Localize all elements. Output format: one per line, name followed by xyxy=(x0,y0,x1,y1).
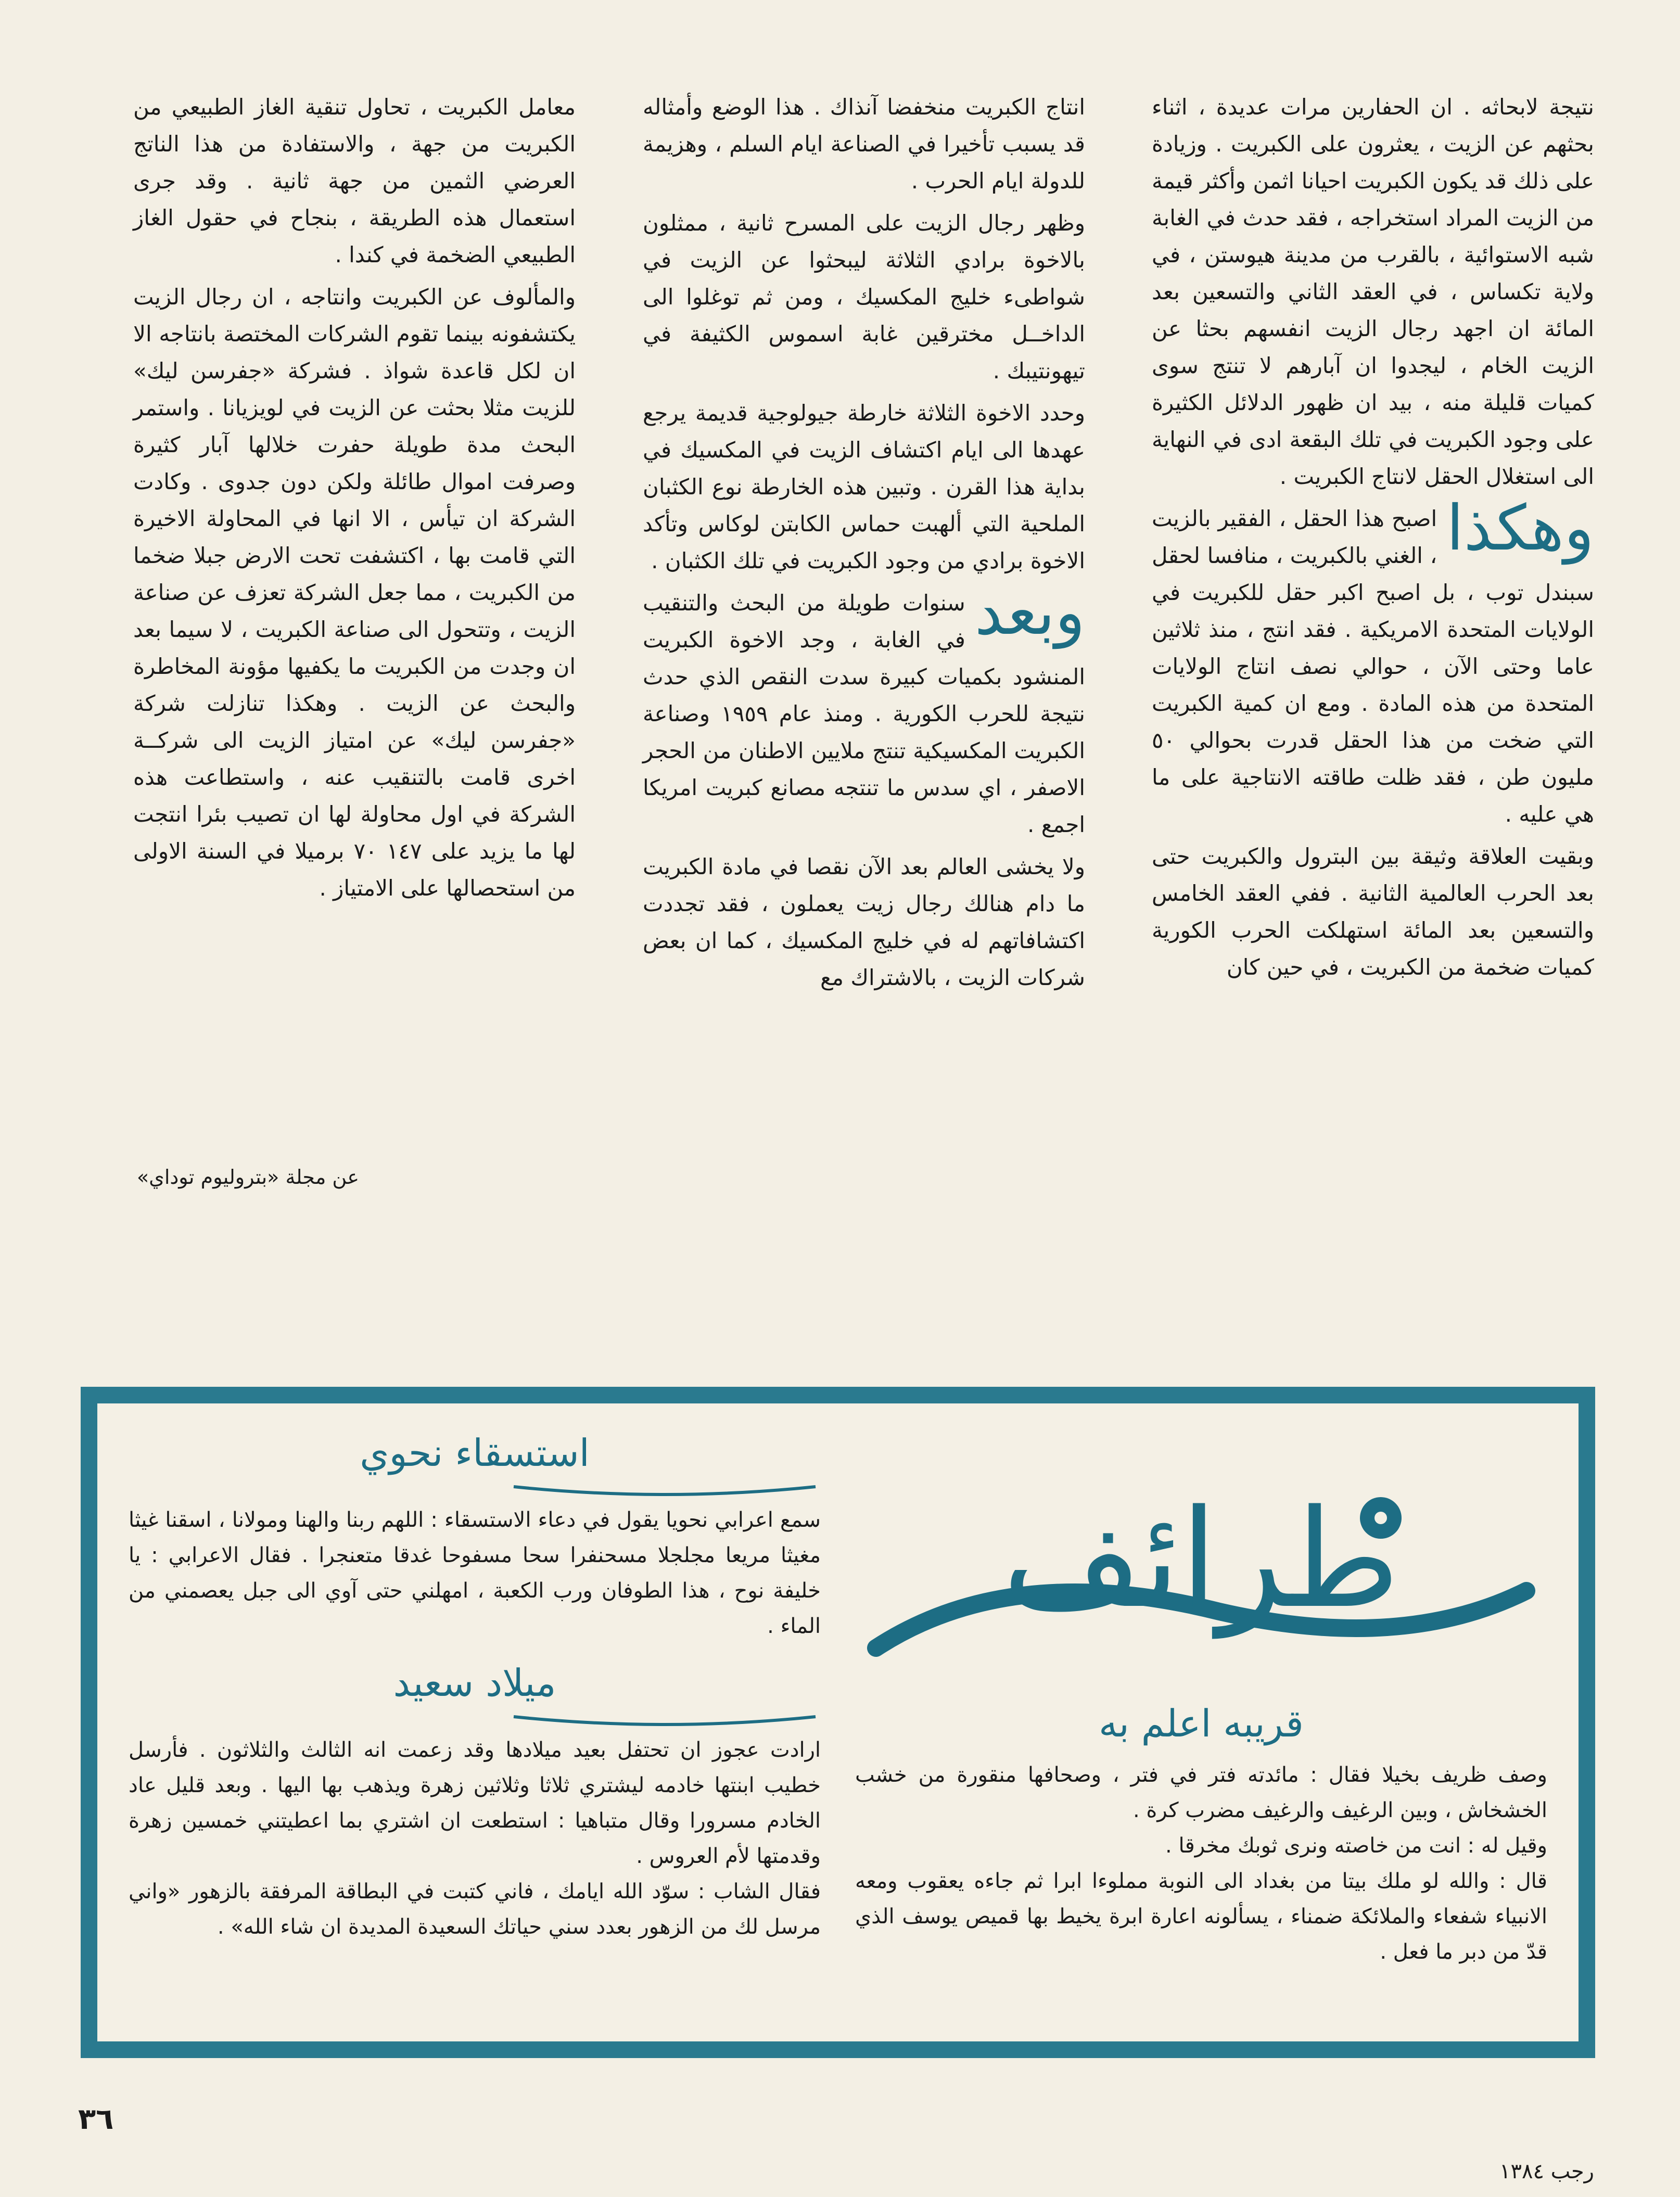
paragraph xyxy=(1152,492,1594,833)
issue-date: رجب ١٣٨٤ xyxy=(1499,2160,1594,2183)
section-text: فقال الشاب : سوّد الله ايامك ، فاني كتبت في البطاقة المرفقة بالزهور «واني مرسل لك من الزهور بعدد سني حياتك السعيدة المديدة ان شاء الله» . xyxy=(129,1880,821,1939)
section-title xyxy=(129,1654,821,1727)
section-text: قال : والله لو ملك بيتا من بغداد الى النوبة مملوءا ابرا ثم جاءه يعقوب ومعه الانبياء شفعاء والملائكة ضمناء ، يسألونه اعارة ابرة يخيط بها قميص يوسف الذي قدّ من دبر ما فعل . xyxy=(855,1869,1547,1964)
paragraph: معامل الكبريت ، تحاول تنقية الغاز الطبيعي من الكبريت من جهة ، والاستفادة من هذا الناتج العرضي الثمين من جهة ثانية . وقد جرى استعمال هذه الطريقة ، بنجاح في حقول الغاز الطبيعي الضخمة في كندا . xyxy=(133,94,576,267)
title-swash-icon xyxy=(508,1481,821,1497)
section-title xyxy=(129,1424,821,1497)
anecdotes-box xyxy=(81,1387,1595,2058)
article-column-middle xyxy=(643,88,1085,1001)
box-right-column xyxy=(855,1424,1547,1970)
article-source: عن مجلة «بتروليوم توداي» xyxy=(136,1166,359,1189)
box-logo xyxy=(855,1424,1547,1695)
section-text: سمع اعرابي نحويا يقول في دعاء الاستسقاء : اللهم ربنا والهنا ومولانا ، اسقنا غيثا مغيثا مريعا مجلجلا مسحنفرا سحا مسفوحا غدقا متعنجرا . فقال الاعرابي : يا خليفة نوح ، هذا الطوفان ورب الكعبة ، امهلني حتى آوي الى جبل يعصمني من الماء . xyxy=(129,1508,821,1638)
paragraph: وحدد الاخوة الثلاثة خارطة جيولوجية قديمة يرجع عهدها الى ايام اكتشاف الزيت في المكسيك في بداية هذا القرن . وتبين هذه الخارطة نوع الكثبان الملحية التي ألهبت حماس الكابتن لوكاس وتأكد الاخوة برادي من وجود الكبريت في تلك الكثبان . xyxy=(643,400,1085,573)
paragraph-text: اصبح هذا الحقل ، الفقير بالزيت ، الغني بالكبريت ، منافسا لحقل سبندل توب ، بل اصبح اكبر حقل للكبريت في الولايات المتحدة الامريكية . فقد انتج ، منذ ثلاثين عاما وحتى الآن ، حوالي نصف انتاج الولايات المتحدة من هذه المادة . ومع ان كمية الكبريت التي ضخت من هذا الحقل قدرت بحوالي ٥٠ مليون طن ، فقد ظلت طاقته الانتاجية على ما هي عليه . xyxy=(1152,506,1594,827)
box-left-column xyxy=(129,1424,821,1945)
drop-cap-word: وبعد xyxy=(974,577,1085,649)
paragraph: وظهر رجال الزيت على المسرح ثانية ، ممثلون بالاخوة برادي الثلاثة ليبحثوا عن الزيت في شواطىء خليج المكسيك ، ومن ثم توغلوا الى الداخــل مخترقين غابة اسموس الكثيفة في تيهونتيبك . xyxy=(643,210,1085,384)
page-number: ٣٦ xyxy=(78,2102,114,2136)
title-swash-icon xyxy=(508,1711,821,1727)
section-text: ارادت عجوز ان تحتفل بعيد ميلادها وقد زعمت انه الثالث والثلاثون . فأرسل خطيب ابنتها خادمه ليشتري ثلاثا وثلاثين زهرة ويذهب بها اليها . وبعد قليل عاد الخادم مسرورا وقال متباهيا : استطعت ان اشتري بما اعطيتني خمسين زهرة وقدمتها لأم العروس . xyxy=(129,1738,821,1868)
paragraph: انتاج الكبريت منخفضا آنذاك . هذا الوضع وأمثاله قد يسبب تأخيرا في الصناعة ايام السلم ، وهزيمة للدولة ايام الحرب . xyxy=(643,94,1085,194)
paragraph-text: سنوات طويلة من البحث والتنقيب في الغابة ، وجد الاخوة الكبريت المنشود بكميات كبيرة سدت النقص الذي حدث نتيجة للحرب الكورية . ومنذ عام ١٩٥٩ وصناعة الكبريت المكسيكية تنتج ملايين الاطنان من الحجر الاصفر ، اي سدس ما تنتجه مصانع كبريت امريكا اجمع . xyxy=(643,590,1085,837)
paragraph: ولا يخشى العالم بعد الآن نقصا في مادة الكبريت ما دام هنالك رجال زيت يعملون ، فقد تجددت اكتشافاتهم له في خليج المكسيك ، كما ان بعض شركات الزيت ، بالاشتراك مع xyxy=(643,854,1085,990)
section-title xyxy=(855,1695,1547,1752)
article-column-right xyxy=(1152,88,1594,991)
box-big-title: طرائف xyxy=(1002,1481,1401,1638)
paragraph: والمألوف عن الكبريت وانتاجه ، ان رجال الزيت يكتشفونه بينما تقوم الشركات المختصة بانتاجه الا ان لكل قاعدة شواذ . فشركة «جفرسن ليك» للزيت مثلا بحثت عن الزيت في لويزيانا . واستمر البحث مدة طويلة حفرت خلالها آبار كثيرة وصرفت اموال طائلة ولكن دون جدوى . وكادت الشركة ان تيأس ، الا انها في المحاولة الاخيرة التي قامت بها ، اكتشفت تحت الارض جبلا ضخما من الكبريت ، مما جعل الشركة تعزف عن صناعة الزيت ، وتتحول الى صناعة الكبريت ، لا سيما بعد ان وجدت من الكبريت ما يكفيها مؤونة المخاطرة والبحث عن الزيت . وهكذا تنازلت شركة «جفرسن ليك» عن امتياز الزيت الى شركــة اخرى قامت بالتنقيب عنه ، واستطاعت هذه الشركة في اول محاولة لها ان تصيب بئرا انتجت لها ما يزيد على ١٤٧ ٧٠ برميلا في السنة الاولى من استحصالها على الامتياز . xyxy=(133,284,576,901)
drop-cap-word: وهكذا xyxy=(1446,492,1594,565)
section-text: وصف ظريف بخيلا فقال : مائدته فتر في فتر ، وصحافها منقورة من خشب الخشخاش ، وبين الرغيف والرغيف مضرب كرة . xyxy=(855,1763,1547,1822)
paragraph xyxy=(643,577,1085,843)
section-text: وقيل له : انت من خاصته ونرى ثوبك مخرقا . xyxy=(1165,1834,1547,1858)
paragraph: نتيجة لابحاثه . ان الحفارين مرات عديدة ، اثناء بحثهم عن الزيت ، يعثرون على الكبريت . وزيادة على ذلك قد يكون الكبريت احيانا اثمن وأكثر قيمة من الزيت المراد استخراجه ، فقد حدث في الغابة شبه الاستوائية ، بالقرب من مدينة هيوستن ، في ولاية تكساس ، في العقد الثاني والتسعين بعد المائة ان اجهد رجال الزيت انفسهم بحثا عن الزيت الخام ، ليجدوا ان آبارهم لا تنتج سوى كميات قليلة منه ، بيد ان ظهور الدلائل الكثيرة على وجود الكبريت في تلك البقعة ادى في النهاية الى استغلال الحقل لانتاج الكبريت . xyxy=(1152,94,1594,489)
section-title-text: استسقاء نحوي xyxy=(360,1431,590,1475)
section-title-text: قريبه اعلم به xyxy=(1099,1702,1304,1745)
article-column-left xyxy=(133,88,576,912)
paragraph: وبقيت العلاقة وثيقة بين البترول والكبريت حتى بعد الحرب العالمية الثانية . ففي العقد الخامس والتسعين بعد المائة استهلكت الحرب الكورية كميات ضخمة من الكبريت ، في حين كان xyxy=(1152,844,1594,980)
section-title-text: ميلاد سعيد xyxy=(393,1661,556,1705)
